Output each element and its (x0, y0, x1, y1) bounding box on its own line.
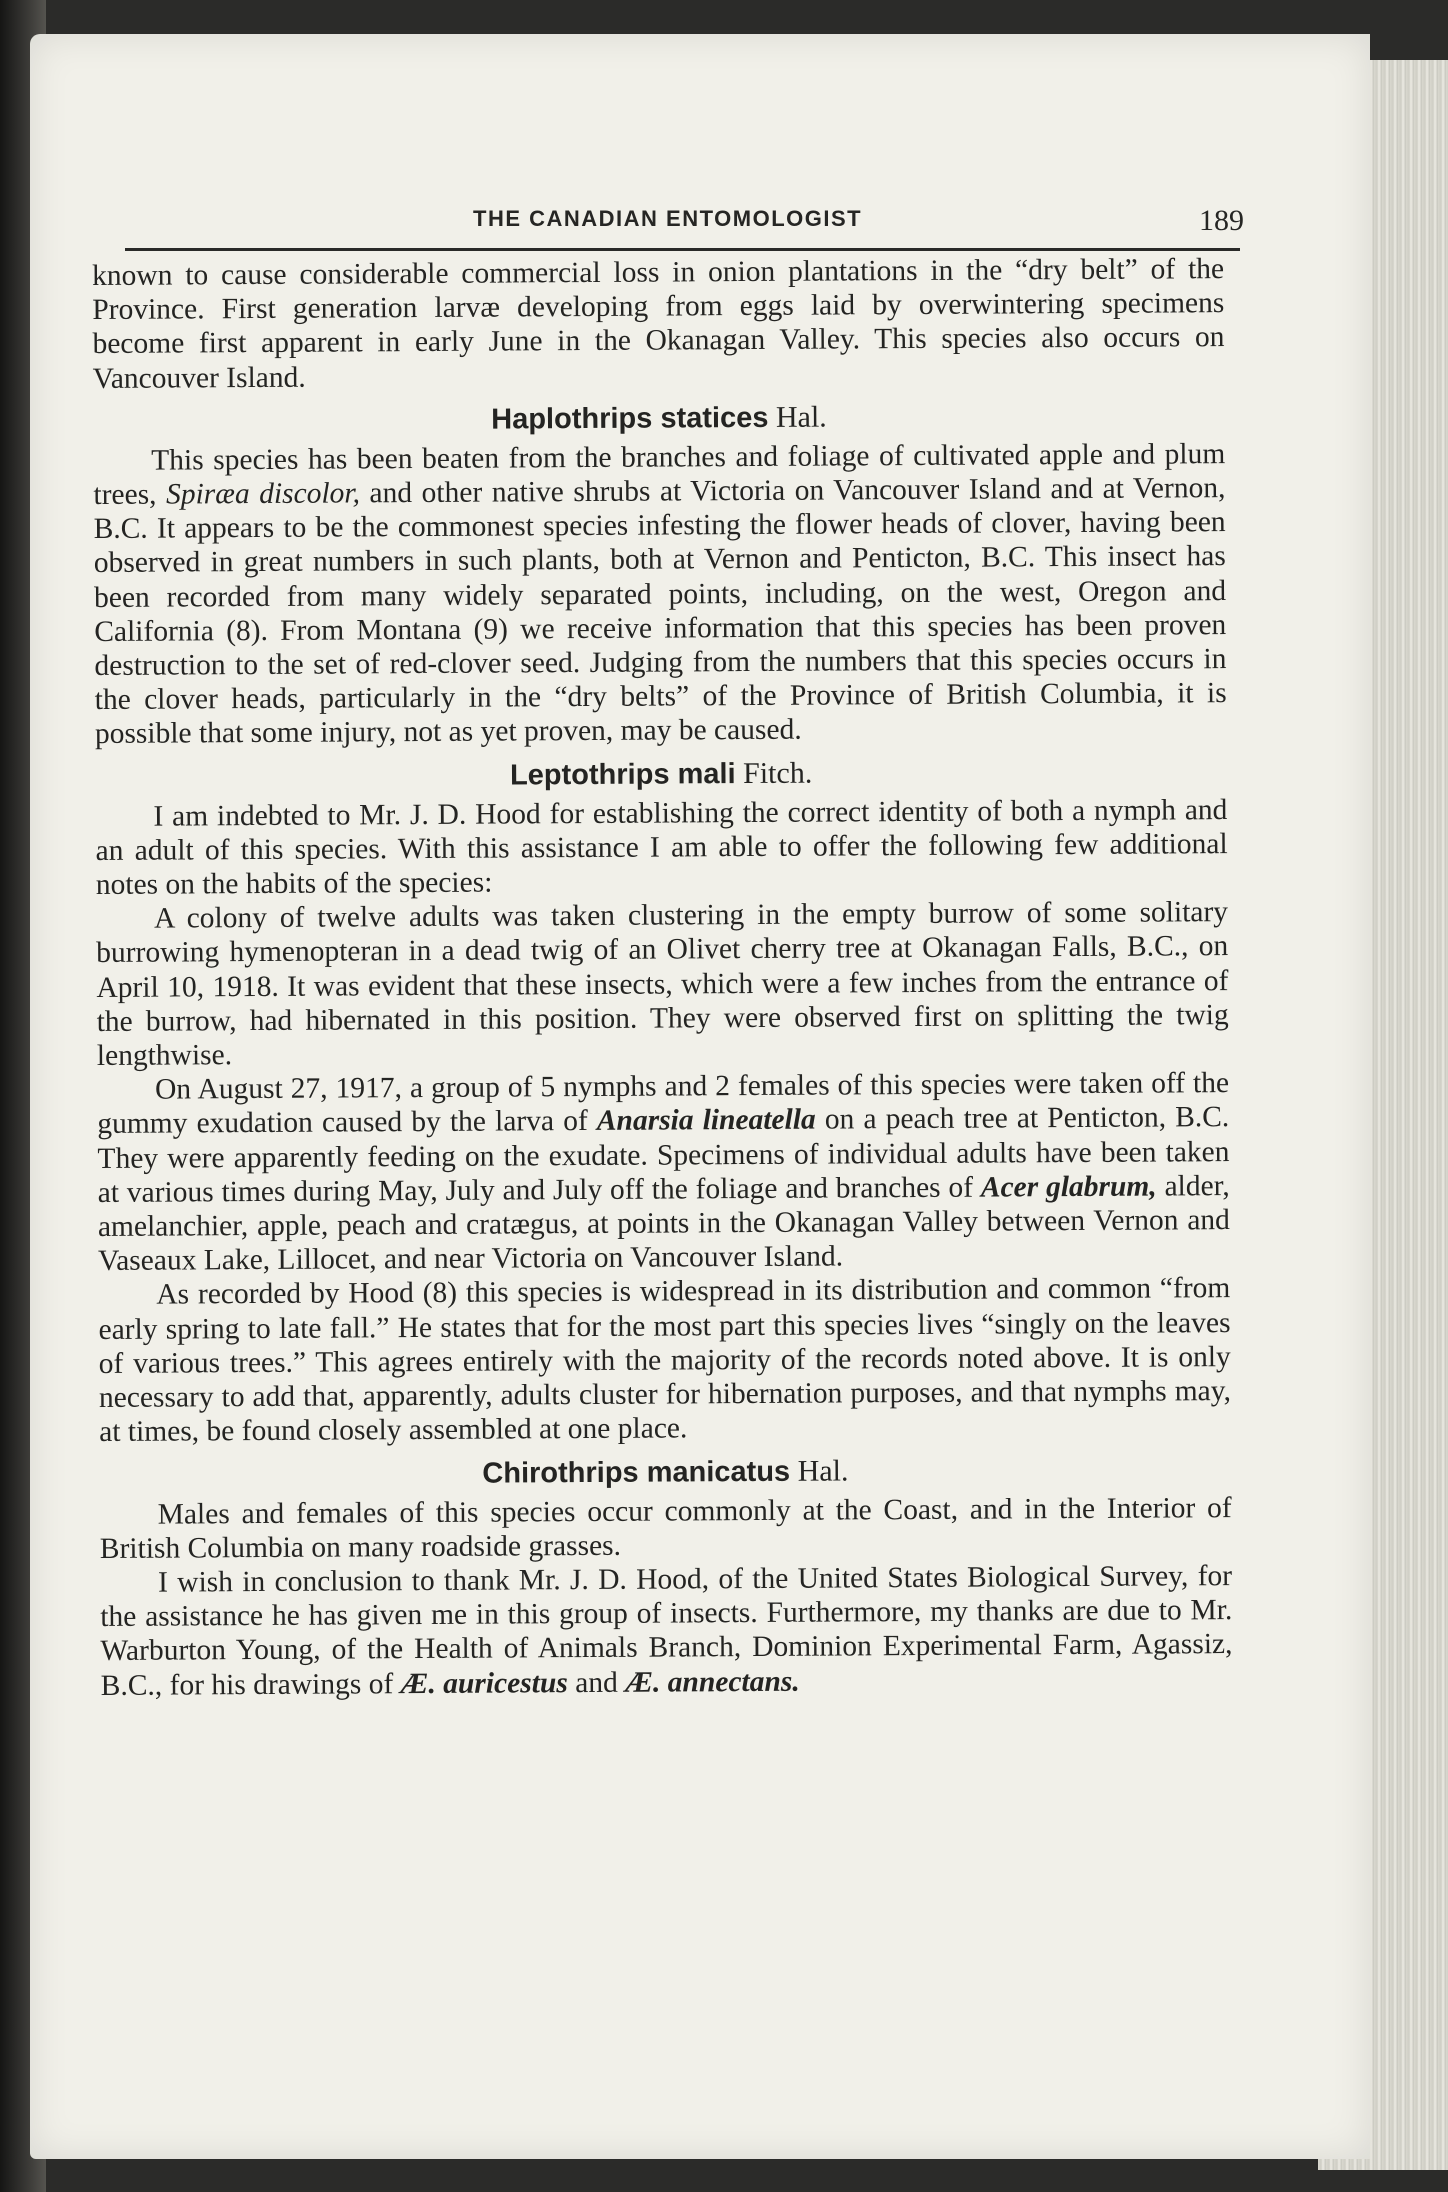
species-italic: Acer glabrum, (980, 1170, 1157, 1204)
paragraph-continuation: known to cause considerable commercial loss in onion plantations in the “dry belt” of the Province. First generation larvæ developing from eggs laid by overwintering specimens become first apparent in early June in the Okanagan Valley. This species also occurs on Vancouver Island. (92, 253, 1225, 395)
paragraph: A colony of twelve adults was taken clustering in the empty burrow of some solitary burrowing hymenopteran in a dead twig of an Olivet cherry tree at Okanagan Falls, B.C., on April 10, 1918. It was evident that these insects, which were a few inches from the entrance of the burrow, had hibernated in this position. They were observed first on splitting the twig lengthwise. (96, 896, 1229, 1073)
text-run: On August 27, 1917, a group of 5 nymphs and 2 females of this species were taken off the gummy exudation caused by the larva of (97, 1067, 1230, 1141)
paragraph (93, 437, 1227, 752)
page-header (125, 204, 1244, 251)
species-name: Haplothrips statices (491, 401, 769, 436)
page-number: 189 (1199, 204, 1244, 237)
text-run: and other native shrubs at Victoria on Vancouver Island and at Vernon, B.C. It appears to be the commonest species infesting the flower heads of clover, having been observed in great numbers in such plants, both at Vernon and Penticton, B.C. This insect has been recorded from many widely separated points, including, on the west, Oregon and California (8). From Montana (9) we receive information that this species has been proven destruction to the set of red-clover seed. Judging from the numbers that this species occurs in the clover heads, particularly in the “dry belts” of the Province of British Columbia, it is possible that some injury, not as yet proven, may be caused. (93, 472, 1227, 751)
paragraph: As recorded by Hood (8) this species is widespread in its distribution and common “from early spring to late fall.” He states that for the most part this species lives “singly on the leaves of various trees.” This agrees entirely with the majority of the records noted above. It is only necessary to add that, apparently, adults cluster for hibernation purposes, and that nymphs may, at times, be found closely assembled at one place. (98, 1272, 1232, 1449)
paragraph: Males and females of this species occur commonly at the Coast, and in the Interior of British Columbia on many roadside grasses. (99, 1491, 1232, 1565)
text-run: alder, amelanchier, apple, peach and cratægus, at points in the Okanagan Valley between Vernon and Vaseaux Lake, Lillocet, and near Victoria on Vancouver Island. (97, 1169, 1230, 1278)
species-heading-haplothrips (93, 397, 1225, 440)
species-name: Leptothrips mali (509, 757, 736, 792)
species-italic: Æ. auricestus (400, 1666, 568, 1700)
species-italic: Spiræa discolor, (165, 477, 361, 511)
paragraph (100, 1559, 1233, 1703)
paragraph: I am indebted to Mr. J. D. Hood for establishing the correct identity of both a nymph and an adult of this species. With this assistance I am able to offer the following few additional notes on the habits of the species: (95, 793, 1228, 902)
species-author: Fitch. (743, 756, 813, 790)
running-title: THE CANADIAN ENTOMOLOGIST (473, 206, 863, 231)
species-italic: Æ. annectans. (625, 1665, 800, 1699)
text-run: I wish in conclusion to thank Mr. J. D. Hood, of the United States Biological Survey, for the assistance he has given me in this group of insects. Furthermore, my thanks are due to Mr. Warburton Young, of the Health of Animals Branch, Dominion Experimental Farm, Agassiz, B.C., for his drawings of (100, 1559, 1233, 1702)
species-author: Hal. (775, 400, 827, 434)
species-heading-chirothrips (99, 1451, 1231, 1494)
text-run: This species has been beaten from the branches and foliage of cultivated apple and plum trees, (93, 437, 1226, 512)
text-run: and (575, 1666, 618, 1699)
book-page (30, 34, 1370, 2159)
species-italic: Anarsia lineatella (596, 1104, 816, 1138)
page-body (92, 252, 1233, 1703)
paragraph (97, 1066, 1230, 1278)
text-run: on a peach tree at Penticton, B.C. They were apparently feeding on the exudate. Specimens of individual adults have been taken at various times during May, July and July off the foliage and branches of (97, 1101, 1230, 1209)
species-name: Chirothrips manicatus (482, 1455, 791, 1490)
species-author: Hal. (797, 1453, 849, 1488)
species-heading-leptothrips (95, 753, 1227, 796)
